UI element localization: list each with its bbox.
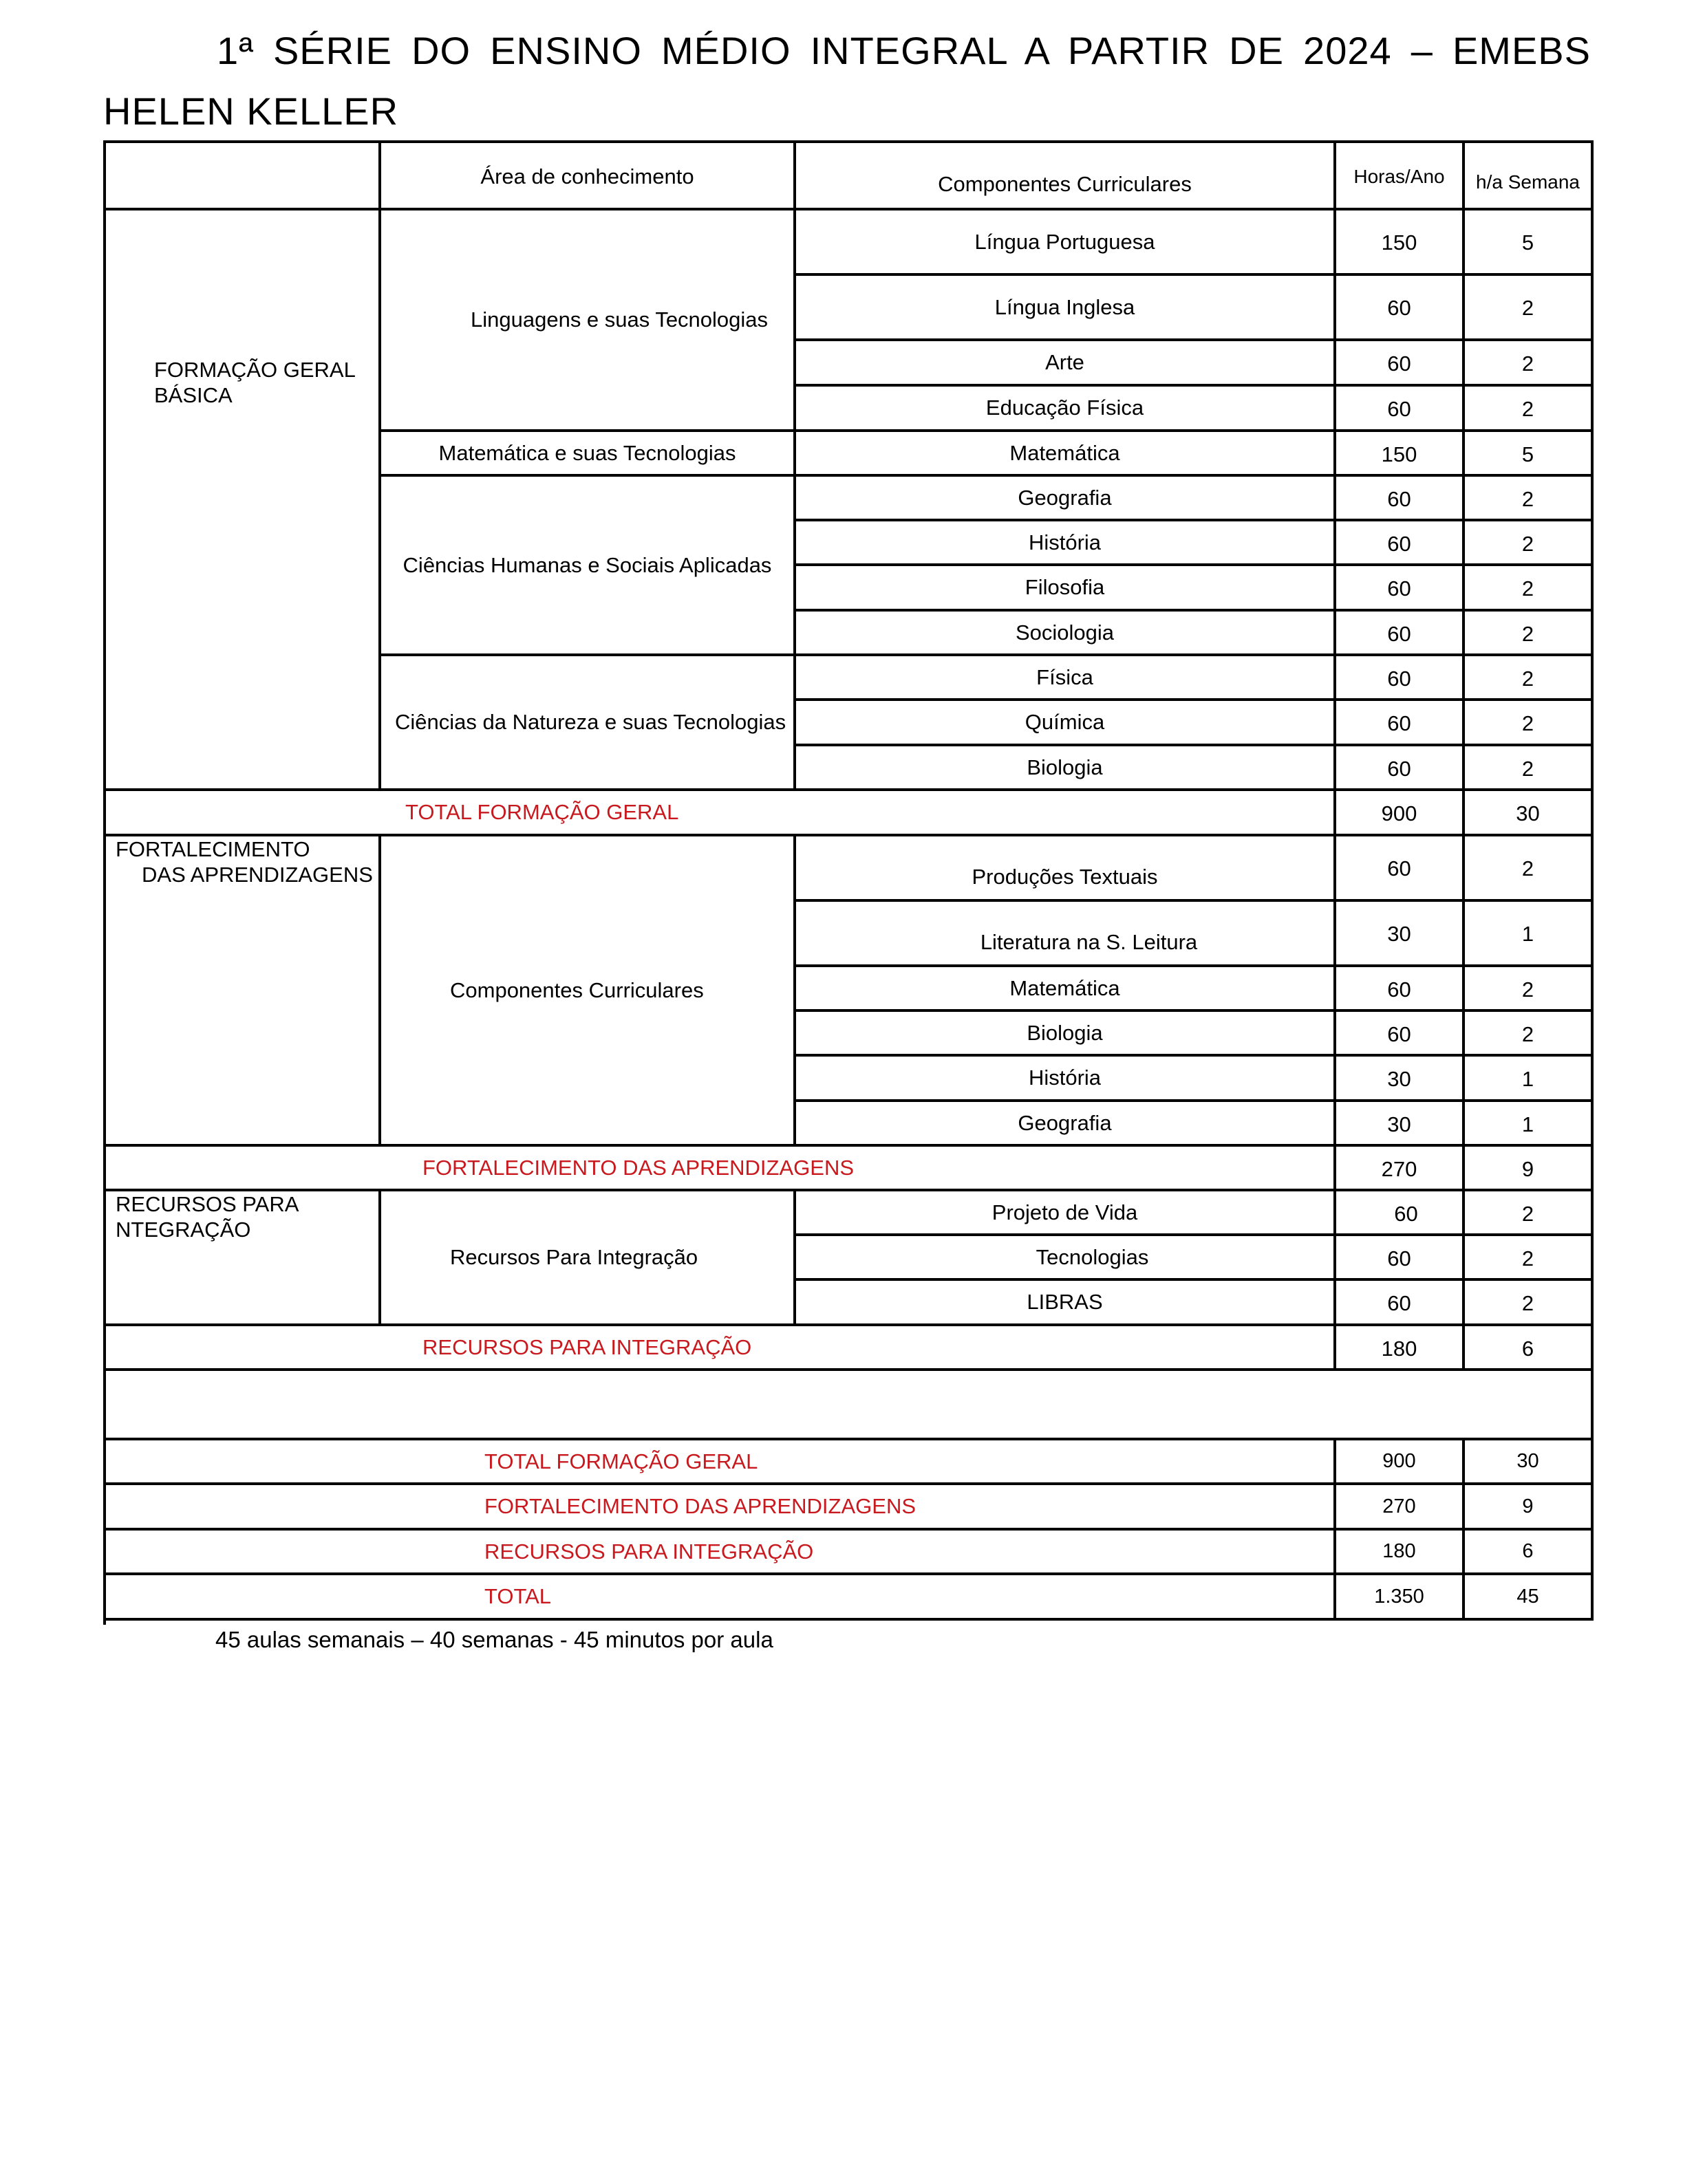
component-semana: 2 <box>1465 1236 1594 1281</box>
component-semana: 2 <box>1465 566 1594 612</box>
block-formacao-geral-basica: FORMAÇÃO GERAL BÁSICA <box>106 210 381 791</box>
summary-label: FORTALECIMENTO DAS APRENDIZAGENS <box>106 1485 1336 1531</box>
component-horas: 60 <box>1336 387 1465 432</box>
component-name: Língua Portuguesa <box>796 210 1336 276</box>
footer-note: 45 aulas semanais – 40 semanas - 45 minutos por aula <box>215 1627 773 1652</box>
component-horas: 60 <box>1336 612 1465 656</box>
subtotal-fortalecimento-semana: 9 <box>1465 1147 1594 1191</box>
component-name: Projeto de Vida <box>796 1191 1336 1236</box>
component-semana: 2 <box>1465 836 1594 902</box>
component-semana: 2 <box>1465 477 1594 521</box>
summary-semana: 9 <box>1465 1485 1594 1531</box>
component-semana: 2 <box>1465 276 1594 341</box>
subtotal-fortalecimento-horas: 270 <box>1336 1147 1465 1191</box>
component-semana: 2 <box>1465 1012 1594 1057</box>
component-semana: 2 <box>1465 967 1594 1012</box>
component-semana: 2 <box>1465 701 1594 746</box>
area-recursos: Recursos Para Integração <box>381 1191 796 1326</box>
summary-total-semana: 45 <box>1465 1575 1594 1621</box>
component-name: História <box>796 1057 1336 1102</box>
summary-total-label: TOTAL <box>106 1575 1336 1621</box>
component-name: Matemática <box>796 967 1336 1012</box>
component-semana: 5 <box>1465 432 1594 477</box>
summary-horas: 180 <box>1336 1531 1465 1575</box>
component-semana: 2 <box>1465 656 1594 701</box>
component-name: Matemática <box>796 432 1336 477</box>
component-horas: 30 <box>1336 1102 1465 1147</box>
area-natureza: Ciências da Natureza e suas Tecnologias <box>381 656 796 791</box>
subtotal-formacao-horas: 900 <box>1336 791 1465 836</box>
blank-row <box>106 1371 1594 1440</box>
component-horas: 30 <box>1336 1057 1465 1102</box>
component-name: Química <box>796 701 1336 746</box>
area-linguagens: Linguagens e suas Tecnologias <box>381 210 796 432</box>
component-horas: 60 <box>1336 836 1465 902</box>
component-name: Língua Inglesa <box>796 276 1336 341</box>
component-semana: 1 <box>1465 902 1594 967</box>
component-horas: 60 <box>1336 1012 1465 1057</box>
component-name: LIBRAS <box>796 1281 1336 1326</box>
area-humanas: Ciências Humanas e Sociais Aplicadas <box>381 477 796 656</box>
component-horas: 60 <box>1336 566 1465 612</box>
component-name: Arte <box>796 341 1336 387</box>
summary-label: RECURSOS PARA INTEGRAÇÃO <box>106 1531 1336 1575</box>
component-semana: 1 <box>1465 1057 1594 1102</box>
subtotal-fortalecimento-label: FORTALECIMENTO DAS APRENDIZAGENS <box>106 1147 1336 1191</box>
summary-label: TOTAL FORMAÇÃO GERAL <box>106 1440 1336 1485</box>
header-semana: h/a Semana <box>1465 143 1594 210</box>
component-name: Biologia <box>796 1012 1336 1057</box>
area-componentes-curriculares: Componentes Curriculares <box>381 836 796 1147</box>
component-name: Tecnologias <box>796 1236 1336 1281</box>
block-fortalecimento: FORTALECIMENTO DAS APRENDIZAGENS <box>106 836 381 1147</box>
component-semana: 2 <box>1465 521 1594 566</box>
header-componentes: Componentes Curriculares <box>796 143 1336 210</box>
header-horas: Horas/Ano <box>1336 143 1465 210</box>
component-name: Sociologia <box>796 612 1336 656</box>
component-name: Literatura na S. Leitura <box>796 902 1336 967</box>
component-horas: 60 <box>1336 967 1465 1012</box>
subtotal-formacao-label: TOTAL FORMAÇÃO GERAL <box>106 791 1336 836</box>
header-area: Área de conhecimento <box>381 143 796 210</box>
component-horas: 60 <box>1336 477 1465 521</box>
summary-semana: 30 <box>1465 1440 1594 1485</box>
component-name: História <box>796 521 1336 566</box>
component-semana: 2 <box>1465 612 1594 656</box>
component-name: Produções Textuais <box>796 836 1336 902</box>
component-horas: 150 <box>1336 432 1465 477</box>
component-semana: 5 <box>1465 210 1594 276</box>
component-semana: 2 <box>1465 387 1594 432</box>
component-semana: 2 <box>1465 746 1594 791</box>
subtotal-recursos-horas: 180 <box>1336 1326 1465 1371</box>
component-semana: 2 <box>1465 1281 1594 1326</box>
component-semana: 2 <box>1465 341 1594 387</box>
summary-horas: 900 <box>1336 1440 1465 1485</box>
component-horas: 30 <box>1336 902 1465 967</box>
summary-semana: 6 <box>1465 1531 1594 1575</box>
subtotal-formacao-semana: 30 <box>1465 791 1594 836</box>
component-horas: 60 <box>1336 341 1465 387</box>
component-horas: 60 <box>1336 1191 1465 1236</box>
component-horas: 60 <box>1336 746 1465 791</box>
area-matematica: Matemática e suas Tecnologias <box>381 432 796 477</box>
component-horas: 60 <box>1336 1281 1465 1326</box>
component-horas: 60 <box>1336 656 1465 701</box>
component-name: Geografia <box>796 1102 1336 1147</box>
component-horas: 60 <box>1336 1236 1465 1281</box>
header-empty-cell <box>106 143 381 210</box>
subtotal-recursos-semana: 6 <box>1465 1326 1594 1371</box>
page-title: 1ª SÉRIE DO ENSINO MÉDIO INTEGRAL A PARTIR DE 2024 – EMEBS HELEN KELLER <box>103 29 1591 133</box>
component-name: Filosofia <box>796 566 1336 612</box>
component-semana: 1 <box>1465 1102 1594 1147</box>
summary-total-horas: 1.350 <box>1336 1575 1465 1621</box>
component-semana: 2 <box>1465 1191 1594 1236</box>
component-name: Educação Física <box>796 387 1336 432</box>
component-name: Geografia <box>796 477 1336 521</box>
subtotal-recursos-label: RECURSOS PARA INTEGRAÇÃO <box>106 1326 1336 1371</box>
component-horas: 60 <box>1336 276 1465 341</box>
component-horas: 60 <box>1336 701 1465 746</box>
component-horas: 60 <box>1336 521 1465 566</box>
component-horas: 150 <box>1336 210 1465 276</box>
curriculum-table <box>103 140 1594 1625</box>
block-recursos: RECURSOS PARA NTEGRAÇÃO <box>106 1191 381 1326</box>
summary-horas: 270 <box>1336 1485 1465 1531</box>
component-name: Física <box>796 656 1336 701</box>
component-name: Biologia <box>796 746 1336 791</box>
